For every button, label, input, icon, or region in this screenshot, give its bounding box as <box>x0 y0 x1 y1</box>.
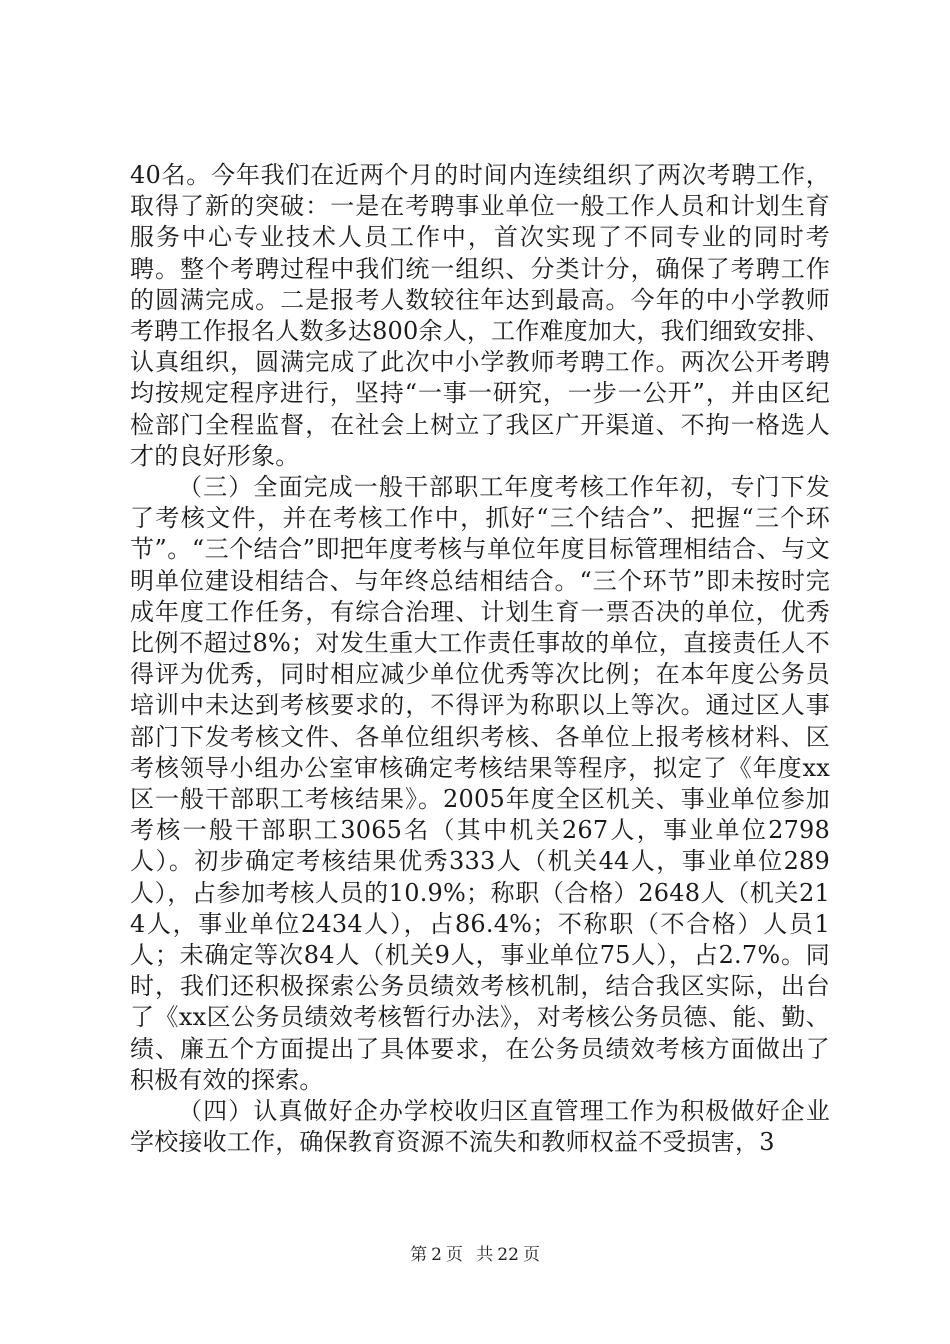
current-page-number: 2 <box>431 1245 442 1265</box>
page-number-label <box>408 1245 465 1265</box>
total-page-count: 22 <box>497 1245 519 1265</box>
document-body <box>130 160 830 1159</box>
footer-total-unit: 页 <box>522 1245 540 1265</box>
page-footer <box>0 1240 950 1265</box>
paragraph-3: （四）认真做好企办学校收归区直管理工作为积极做好企业学校接收工作，确保教育资源不流失和教师权益不受损害，3 <box>130 1097 830 1157</box>
footer-total-prefix: 共 <box>476 1245 494 1265</box>
paragraph-2: （三）全面完成一般干部职工年度考核工作年初，专门下发了考核文件，并在考核工作中，抓好“三个结合”、把握“三个环节”。“三个结合”即把年度考核与单位年度目标管理相结合、与文明单位建设相结合、与年终总结相结合。“三个环节”即未按时完成年度工作任务，有综合治理、计划生育一票否决的单位，优秀比例不超过8%；对发生重大工作责任事故的单位，直接责任人不得评为优秀，同时相应减少单位优秀等次比例；在本年度公务员培训中未达到考核要求的，不得评为称职以上等次。通过区人事部门下发考核文件、各单位组织考核、各单位上报考核材料、区考核领导小组办公室审核确定考核结果等程序，拟定了《年度xx区一般干部职工考核结果》。2005年度全区机关、事业单位参加考核一般干部职工3065名（其中机关267人，事业单位2798人）。初步确定考核结果优秀333人（机关44人，事业单位289人），占参加考核人员的10.9%；称职（合格）2648人（机关214人，事业单位2434人），占86.4%；不称职（不合格）人员1人；未确定等次84人（机关9人，事业单位75人），占2.7%。同时，我们还积极探索公务员绩效考核机制，结合我区实际，出台了《xx区公务员绩效考核暂行办法》，对考核公务员德、能、勤、绩、廉五个方面提出了具体要求，在公务员绩效考核方面做出了积极有效的探索。 <box>130 473 830 1094</box>
total-pages-label <box>474 1245 542 1265</box>
footer-page-unit: 页 <box>445 1245 463 1265</box>
footer-prefix: 第 <box>410 1245 428 1265</box>
paragraph-1: 40名。今年我们在近两个月的时间内连续组织了两次考聘工作，取得了新的突破：一是在考聘事业单位一般工作人员和计划生育服务中心专业技术人员工作中，首次实现了不同专业的同时考聘。整个考聘过程中我们统一组织、分类计分，确保了考聘工作的圆满完成。二是报考人数较往年达到最高。今年的中小学教师考聘工作报名人数多达800余人，工作难度加大，我们细致安排、认真组织，圆满完成了此次中小学教师考聘工作。两次公开考聘均按规定程序进行，坚持“一事一研究，一步一公开”，并由区纪检部门全程监督，在社会上树立了我区广开渠道、不拘一格选人才的良好形象。 <box>130 161 830 470</box>
